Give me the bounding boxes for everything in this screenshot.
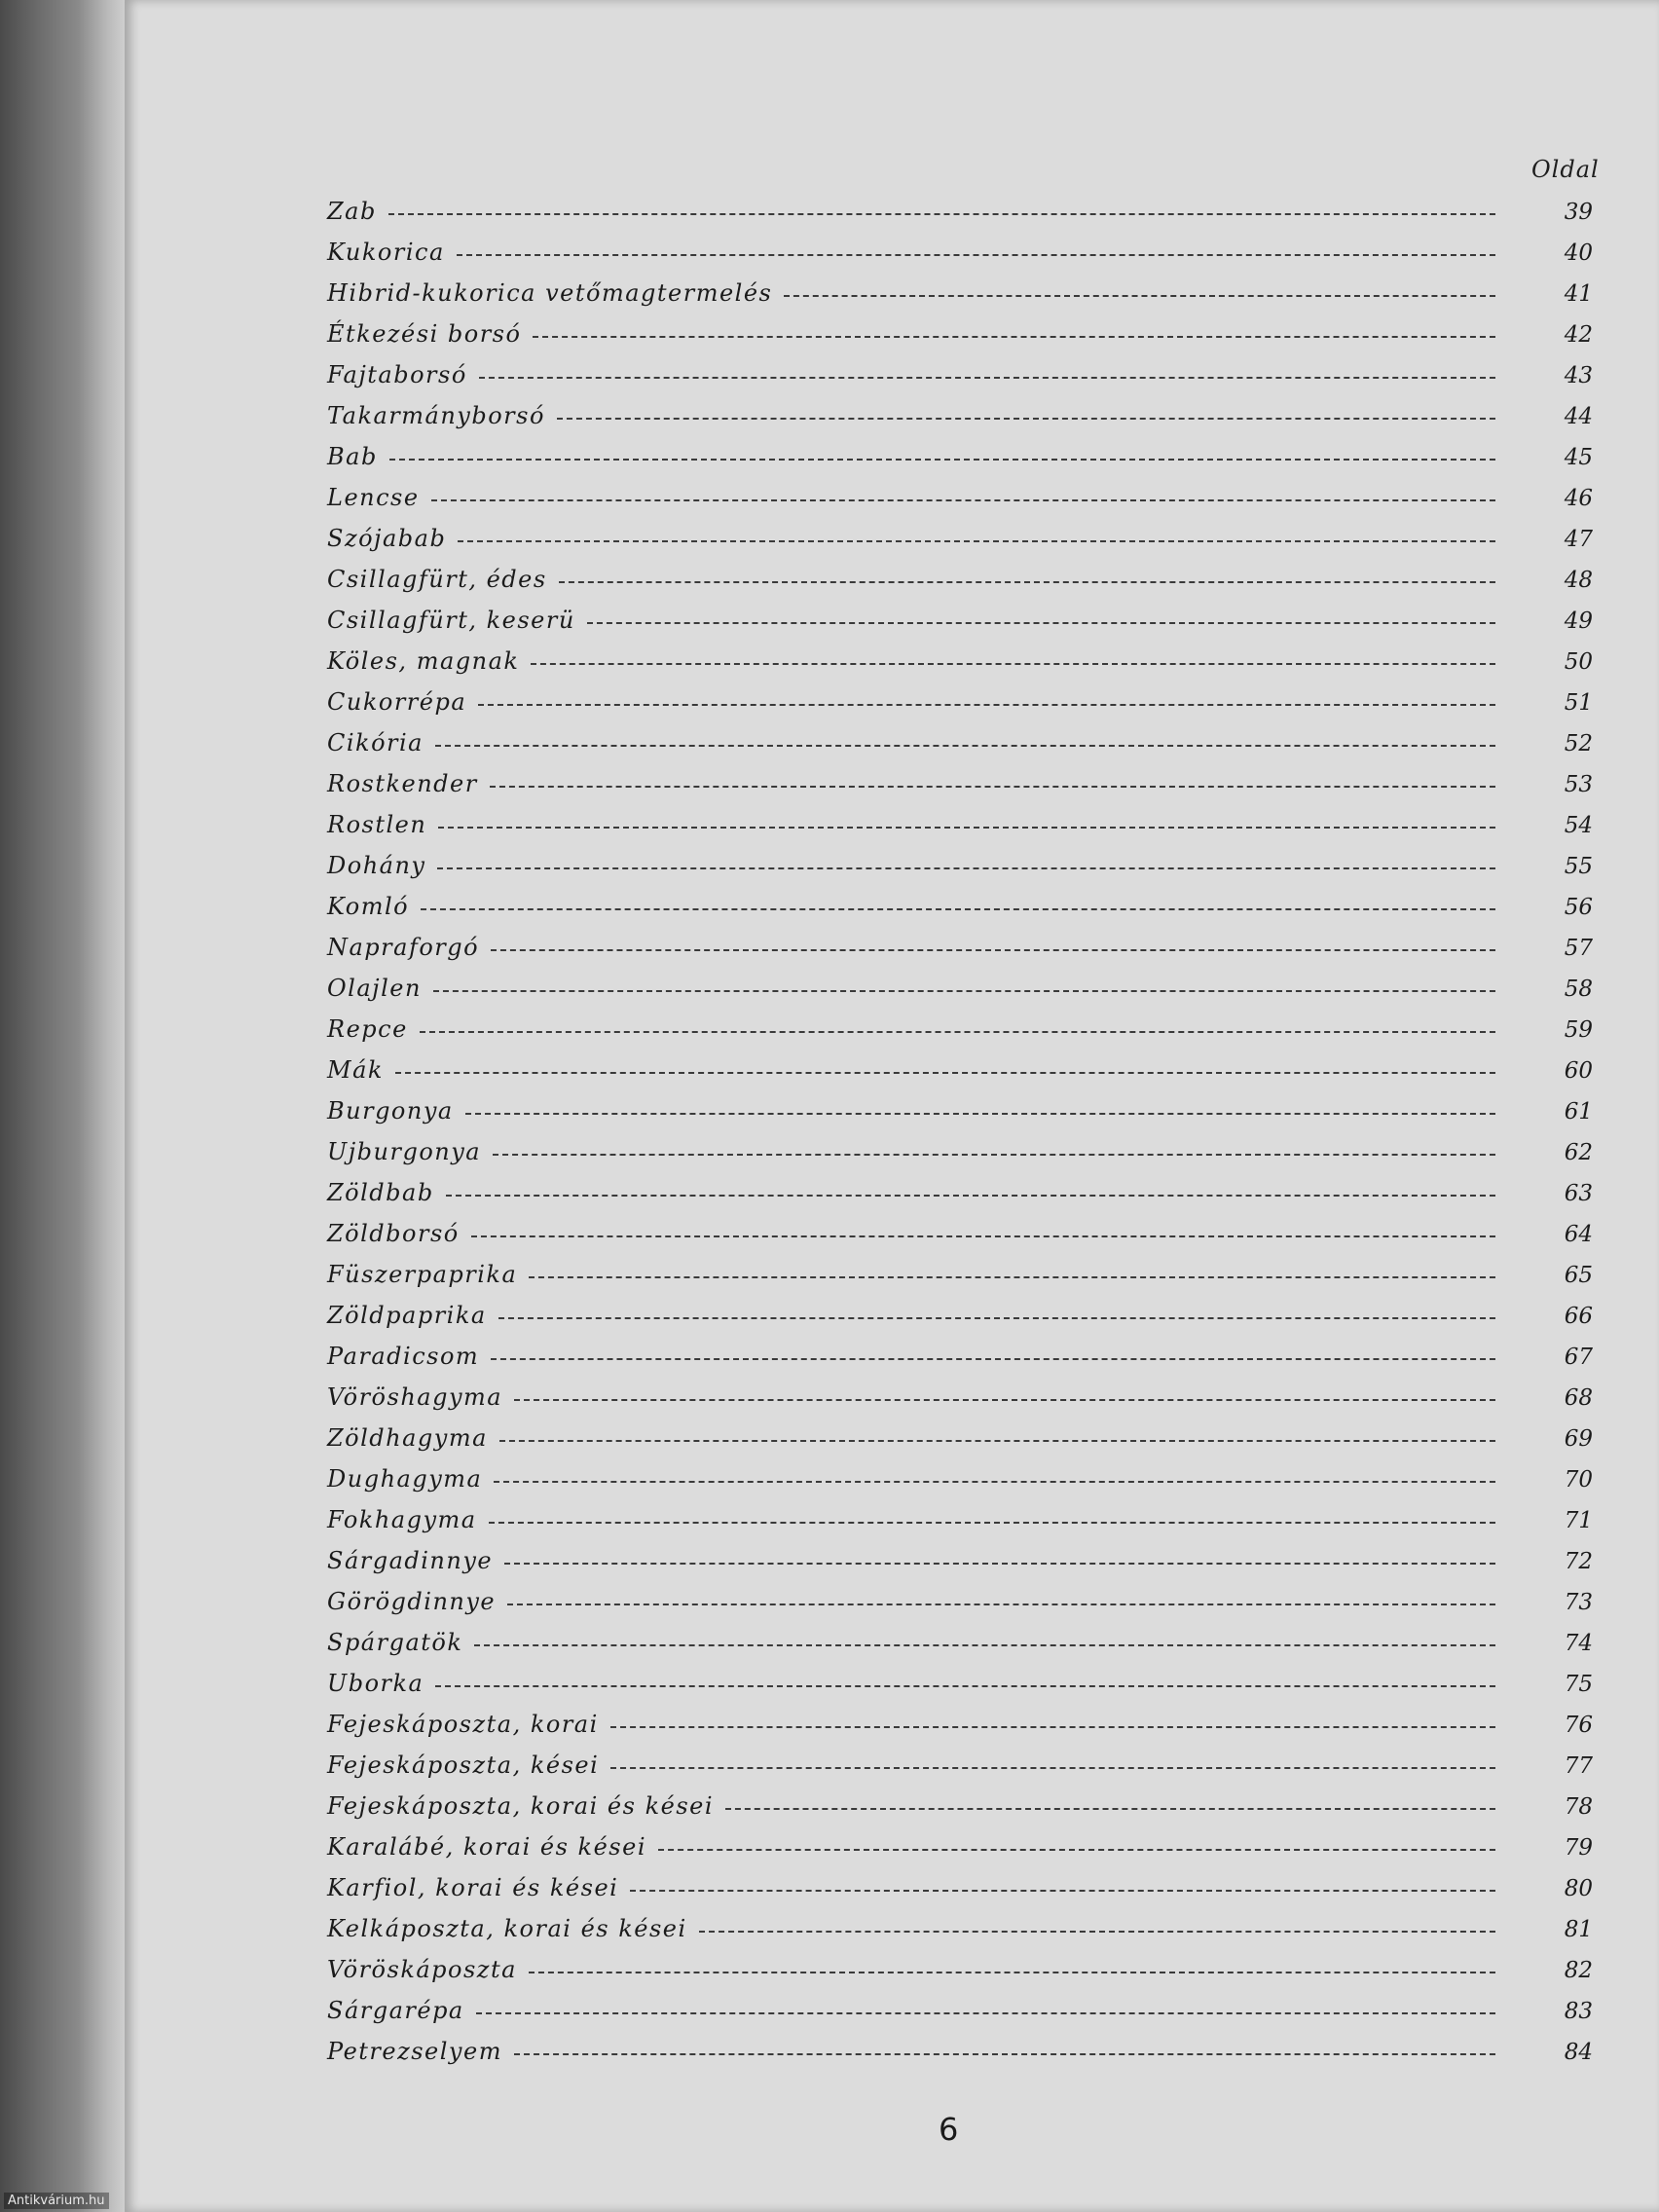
toc-entry (327, 395, 1593, 436)
dot-leader (499, 1440, 1495, 1442)
toc-entry-title: Olajlen (327, 975, 422, 1002)
toc-entry (327, 1622, 1593, 1663)
dot-leader (630, 1890, 1495, 1892)
book-spine (0, 0, 125, 2212)
dot-leader (389, 459, 1495, 461)
toc-entry-page: 75 (1564, 1672, 1593, 1697)
toc-entry-title: Zöldbab (327, 1179, 434, 1206)
toc-entry (327, 1213, 1593, 1254)
toc-entry-page: 79 (1564, 1835, 1593, 1861)
toc-entry-page: 78 (1564, 1794, 1593, 1820)
dot-leader (433, 990, 1495, 992)
toc-entry (327, 436, 1593, 477)
toc-entry (327, 518, 1593, 559)
toc-entry-page: 53 (1564, 772, 1593, 797)
toc-entry-title: Bab (327, 443, 378, 470)
toc-entry (327, 1540, 1593, 1581)
toc-entry-page: 45 (1564, 445, 1593, 470)
toc-entry-page: 69 (1564, 1426, 1593, 1452)
toc-entry (327, 1418, 1593, 1458)
toc-entry-page: 70 (1564, 1467, 1593, 1493)
toc-entry-title: Takarmányborsó (327, 402, 545, 429)
toc-entry-title: Karalábé, korai és kései (327, 1833, 646, 1861)
toc-entry (327, 1745, 1593, 1786)
toc-entry-page: 65 (1564, 1263, 1593, 1288)
toc-entry-page: 55 (1564, 854, 1593, 879)
toc-entry-title: Zöldborsó (327, 1220, 460, 1247)
toc-entry-title: Rostlen (327, 811, 427, 838)
dot-leader (587, 622, 1495, 624)
toc-entry-title: Dohány (327, 852, 426, 879)
toc-entry-title: Csillagfürt, keserü (327, 607, 575, 634)
toc-entry (327, 1254, 1593, 1295)
dot-leader (437, 867, 1495, 869)
toc-entry-title: Komló (327, 893, 410, 920)
dot-leader (531, 663, 1495, 665)
toc-entry-page: 40 (1564, 240, 1593, 266)
toc-entry (327, 1377, 1593, 1418)
dot-leader (507, 1604, 1495, 1605)
toc-entry-title: Vöröshagyma (327, 1383, 503, 1411)
toc-entry-title: Petrezselyem (327, 2038, 502, 2065)
toc-entry (327, 1499, 1593, 1540)
dot-leader (420, 1031, 1495, 1033)
toc-entry (327, 232, 1593, 273)
toc-entry-title: Csillagfürt, édes (327, 566, 547, 593)
toc-entry-title: Cikória (327, 729, 424, 756)
toc-entry-title: Lencse (327, 484, 420, 511)
toc-entry-page: 54 (1564, 813, 1593, 838)
toc-entry-title: Vöröskáposzta (327, 1956, 517, 1983)
toc-entry-title: Füszerpaprika (327, 1261, 518, 1288)
toc-entry-page: 67 (1564, 1345, 1593, 1370)
toc-entry (327, 763, 1593, 804)
toc-entry (327, 1050, 1593, 1090)
dot-leader (474, 1644, 1495, 1646)
dot-leader (610, 1726, 1495, 1728)
toc-entry-page: 39 (1564, 200, 1593, 225)
toc-entry-page: 46 (1564, 486, 1593, 511)
toc-entry-page: 49 (1564, 608, 1593, 634)
table-of-contents (327, 191, 1593, 2072)
dot-leader (491, 949, 1495, 951)
toc-entry-title: Napraforgó (327, 934, 480, 961)
page-number: 6 (939, 2111, 959, 2148)
dot-leader (784, 295, 1495, 297)
dot-leader (421, 908, 1495, 910)
toc-entry (327, 804, 1593, 845)
toc-entry (327, 1990, 1593, 2031)
toc-entry-page: 52 (1564, 731, 1593, 756)
toc-entry-page: 74 (1564, 1631, 1593, 1656)
toc-entry-title: Repce (327, 1015, 408, 1043)
toc-entry-page: 50 (1564, 649, 1593, 675)
toc-entry (327, 641, 1593, 682)
dot-leader (446, 1195, 1495, 1197)
dot-leader (725, 1808, 1495, 1810)
toc-entry-title: Dughagyma (327, 1465, 483, 1493)
toc-entry-title: Kukorica (327, 239, 445, 266)
dot-leader (388, 213, 1495, 215)
dot-leader (435, 1685, 1495, 1687)
toc-entry-page: 42 (1564, 322, 1593, 348)
toc-entry-title: Hibrid-kukorica vetőmagtermelés (327, 279, 773, 307)
toc-entry-page: 84 (1564, 2040, 1593, 2065)
toc-entry-title: Fejeskáposzta, korai és kései (327, 1792, 715, 1820)
toc-entry-title: Karfiol, korai és kései (327, 1874, 619, 1901)
toc-entry (327, 559, 1593, 600)
toc-entry-page: 44 (1564, 404, 1593, 429)
dot-leader (490, 786, 1495, 788)
toc-entry-page: 66 (1564, 1304, 1593, 1329)
toc-entry-page: 51 (1564, 690, 1593, 716)
dot-leader (435, 745, 1495, 747)
toc-entry (327, 2031, 1593, 2072)
toc-entry (327, 600, 1593, 641)
toc-entry-page: 43 (1564, 363, 1593, 388)
toc-entry (327, 722, 1593, 763)
toc-entry-title: Spárgatök (327, 1629, 463, 1656)
dot-leader (498, 1317, 1495, 1319)
toc-entry-page: 71 (1564, 1508, 1593, 1533)
toc-entry-title: Fajtaborsó (327, 361, 467, 388)
toc-entry-title: Zöldhagyma (327, 1424, 488, 1452)
dot-leader (465, 1113, 1495, 1115)
toc-entry-title: Kelkáposzta, korai és kései (327, 1915, 687, 1942)
toc-entry-title: Köles, magnak (327, 647, 520, 675)
dot-leader (533, 336, 1495, 338)
toc-entry-title: Étkezési borsó (327, 320, 522, 348)
toc-entry (327, 927, 1593, 968)
toc-entry-title: Sárgarépa (327, 1997, 464, 2024)
page-column-header: Oldal (1531, 156, 1600, 183)
toc-entry-page: 56 (1564, 895, 1593, 920)
toc-entry (327, 1949, 1593, 1990)
dot-leader (431, 499, 1495, 501)
dot-leader (699, 1931, 1495, 1933)
toc-entry-page: 68 (1564, 1385, 1593, 1411)
toc-entry (327, 845, 1593, 886)
toc-entry (327, 477, 1593, 518)
toc-entry-page: 82 (1564, 1958, 1593, 1983)
toc-entry-page: 72 (1564, 1549, 1593, 1574)
toc-entry-page: 77 (1564, 1753, 1593, 1779)
dot-leader (610, 1767, 1495, 1769)
toc-entry (327, 191, 1593, 232)
toc-entry-page: 76 (1564, 1713, 1593, 1738)
toc-entry-title: Szójabab (327, 525, 447, 552)
dot-leader (395, 1072, 1495, 1074)
dot-leader (529, 1276, 1495, 1278)
toc-entry (327, 1090, 1593, 1131)
toc-entry-page: 58 (1564, 977, 1593, 1002)
dot-leader (493, 1154, 1495, 1156)
toc-entry (327, 1867, 1593, 1908)
toc-entry-page: 60 (1564, 1058, 1593, 1084)
toc-entry (327, 273, 1593, 313)
toc-entry-title: Cukorrépa (327, 688, 467, 716)
toc-entry-page: 41 (1564, 281, 1593, 307)
toc-entry-title: Mák (327, 1056, 384, 1084)
dot-leader (476, 2012, 1495, 2014)
toc-entry-title: Uborka (327, 1670, 424, 1697)
toc-entry (327, 313, 1593, 354)
dot-leader (514, 1399, 1495, 1401)
toc-entry (327, 1663, 1593, 1704)
dot-leader (471, 1235, 1495, 1237)
toc-entry (327, 1704, 1593, 1745)
dot-leader (489, 1522, 1495, 1524)
dot-leader (658, 1849, 1495, 1851)
toc-entry (327, 1009, 1593, 1050)
toc-entry-page: 59 (1564, 1017, 1593, 1043)
dot-leader (529, 1972, 1495, 1973)
toc-entry-page: 63 (1564, 1181, 1593, 1206)
dot-leader (438, 827, 1495, 829)
toc-entry (327, 1786, 1593, 1826)
toc-entry (327, 682, 1593, 722)
toc-entry-page: 48 (1564, 568, 1593, 593)
toc-entry-title: Sárgadinnye (327, 1547, 494, 1574)
toc-entry-page: 64 (1564, 1222, 1593, 1247)
toc-entry-title: Fejeskáposzta, kései (327, 1751, 600, 1779)
dot-leader (491, 1358, 1495, 1360)
watermark: Antikvárium.hu (4, 2193, 109, 2209)
toc-entry-title: Zöldpaprika (327, 1302, 487, 1329)
toc-entry-page: 47 (1564, 527, 1593, 552)
toc-entry-page: 57 (1564, 936, 1593, 961)
toc-entry (327, 1336, 1593, 1377)
dot-leader (514, 2053, 1495, 2055)
toc-entry (327, 1908, 1593, 1949)
dot-leader (557, 418, 1495, 420)
toc-entry (327, 1458, 1593, 1499)
dot-leader (559, 581, 1495, 583)
dot-leader (457, 254, 1495, 256)
dot-leader (478, 704, 1495, 706)
toc-entry-page: 61 (1564, 1099, 1593, 1124)
dot-leader (494, 1481, 1495, 1483)
toc-entry (327, 1826, 1593, 1867)
toc-entry-title: Fejeskáposzta, korai (327, 1711, 599, 1738)
toc-entry-title: Paradicsom (327, 1343, 480, 1370)
toc-entry-title: Zab (327, 198, 377, 225)
toc-entry-title: Fokhagyma (327, 1506, 477, 1533)
dot-leader (458, 540, 1495, 542)
toc-entry-title: Görögdinnye (327, 1588, 497, 1615)
toc-entry (327, 1131, 1593, 1172)
toc-entry (327, 1172, 1593, 1213)
toc-entry-page: 83 (1564, 1999, 1593, 2024)
dot-leader (504, 1563, 1495, 1565)
toc-entry (327, 354, 1593, 395)
toc-entry-page: 73 (1564, 1590, 1593, 1615)
toc-entry (327, 1581, 1593, 1622)
toc-entry (327, 886, 1593, 927)
toc-entry-page: 62 (1564, 1140, 1593, 1165)
toc-entry-title: Ujburgonya (327, 1138, 482, 1165)
toc-entry-title: Rostkender (327, 770, 478, 797)
toc-entry (327, 1295, 1593, 1336)
toc-entry-page: 81 (1564, 1917, 1593, 1942)
dot-leader (479, 377, 1495, 379)
toc-entry (327, 968, 1593, 1009)
toc-entry-title: Burgonya (327, 1097, 454, 1124)
toc-entry-page: 80 (1564, 1876, 1593, 1901)
